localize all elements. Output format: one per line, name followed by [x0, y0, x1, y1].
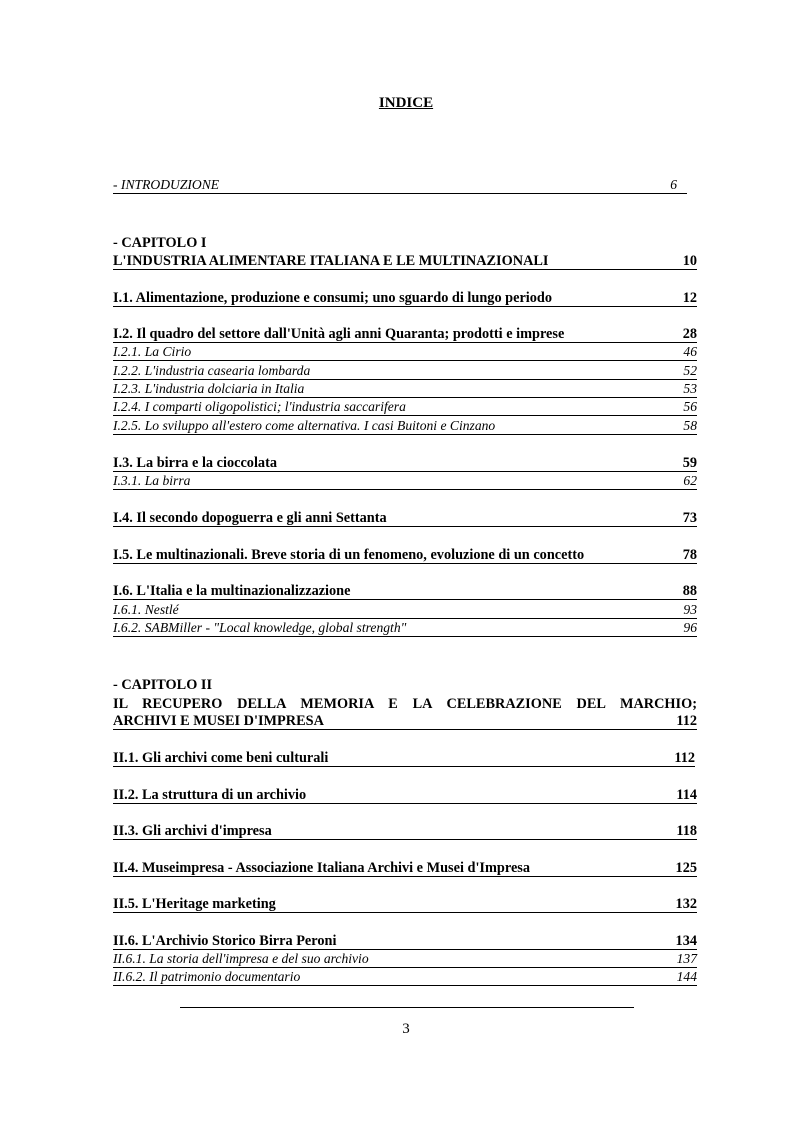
toc-entry-title: I.2.3. L'industria dolciaria in Italia [113, 381, 305, 396]
toc-entry[interactable] [113, 582, 697, 600]
toc-entry-title: I.2. Il quadro del settore dall'Unità agli anni Quaranta; prodotti e imprese [113, 326, 565, 342]
toc-entry[interactable] [113, 950, 697, 968]
toc-entry-page: 46 [683, 344, 697, 359]
toc-entry-page: 78 [682, 547, 697, 563]
page-number: 3 [402, 1021, 410, 1037]
toc-entry[interactable] [113, 380, 697, 398]
toc-entry-page: 53 [683, 381, 697, 396]
chapter-title-text: IL RECUPERO DELLA MEMORIA E LA CELEBRAZIONE DEL MARCHIO; [113, 696, 697, 712]
toc-entry-page: 10 [682, 253, 697, 269]
toc-entry-title: ARCHIVI E MUSEI D'IMPRESA [113, 713, 324, 729]
toc-entry[interactable] [113, 895, 697, 913]
toc-entry[interactable] [113, 546, 697, 564]
toc-entry-page: 58 [683, 418, 697, 433]
toc-entry-page: 93 [683, 602, 697, 617]
toc-entry[interactable] [113, 362, 697, 380]
toc-entry-chapter-2[interactable] [113, 712, 697, 730]
toc-entry-page: 6 [670, 177, 677, 192]
toc-entry-title: II.2. La struttura di un archivio [113, 787, 307, 803]
toc-entry-title: I.2.5. Lo sviluppo all'estero come alternativa. I casi Buitoni e Cinzano [113, 418, 496, 433]
toc-entry-title: II.3. Gli archivi d'impresa [113, 823, 272, 839]
toc-entry-page: 56 [683, 399, 697, 414]
toc-entry-title: I.3. La birra e la cioccolata [113, 455, 277, 471]
toc-entry-introduzione[interactable] [113, 176, 687, 194]
toc-entry[interactable] [113, 509, 697, 527]
toc-entry[interactable] [113, 786, 697, 804]
toc-entry-title: I.5. Le multinazionali. Breve storia di un fenomeno, evoluzione di un concetto [113, 547, 585, 563]
chapter-heading-text: - CAPITOLO I [113, 235, 207, 251]
toc-entry[interactable] [113, 417, 697, 435]
toc-entry[interactable] [113, 749, 695, 767]
toc-entry-title: II.1. Gli archivi come beni culturali [113, 750, 329, 766]
toc-entry-page: 114 [676, 787, 697, 803]
toc-entry-page: 134 [675, 933, 697, 949]
toc-entry-title: I.6.2. SABMiller - "Local knowledge, global strength" [113, 620, 407, 635]
toc-entry[interactable] [113, 859, 697, 877]
toc-entry-page: 125 [675, 860, 697, 876]
toc-entry-title: II.6.1. La storia dell'impresa e del suo archivio [113, 951, 369, 966]
toc-entry[interactable] [113, 601, 697, 619]
toc-entry-page: 132 [675, 896, 697, 912]
toc-entry-title: II.4. Museimpresa - Associazione Italiana Archivi e Musei d'Impresa [113, 860, 530, 876]
toc-entry-page: 118 [676, 823, 697, 839]
toc-entry-page: 52 [683, 363, 697, 378]
toc-entry-title: I.6. L'Italia e la multinazionalizzazione [113, 583, 351, 599]
toc-entry[interactable] [113, 822, 697, 840]
toc-entry-page: 88 [682, 583, 697, 599]
chapter-heading-1 [113, 233, 697, 251]
chapter-heading-text: - CAPITOLO II [113, 677, 213, 693]
toc-entry[interactable] [113, 472, 697, 490]
toc-entry[interactable] [113, 289, 697, 307]
footer-divider [180, 1007, 634, 1008]
toc-entry-title: II.6.2. Il patrimonio documentario [113, 969, 301, 984]
toc-entry[interactable] [113, 968, 697, 986]
toc-entry-page: 73 [682, 510, 697, 526]
toc-entry-title: I.6.1. Nestlé [113, 602, 179, 617]
toc-entry-title: I.2.2. L'industria casearia lombarda [113, 363, 311, 378]
toc-entry[interactable] [113, 325, 697, 343]
toc-entry-page: 137 [676, 951, 697, 966]
toc-entry[interactable] [113, 454, 697, 472]
chapter-title-line [113, 694, 697, 712]
chapter-heading-2 [113, 675, 697, 693]
toc-entry-title: I.3.1. La birra [113, 473, 191, 488]
toc-entry[interactable] [113, 619, 697, 637]
toc-entry-page: 96 [683, 620, 697, 635]
toc-entry-title: II.5. L'Heritage marketing [113, 896, 276, 912]
toc-entry-title: I.4. Il secondo dopoguerra e gli anni Settanta [113, 510, 387, 526]
toc-entry-page: 144 [676, 969, 697, 984]
toc-entry-page: 59 [682, 455, 697, 471]
toc-entry-page: 12 [682, 290, 697, 306]
toc-entry-title: I.1. Alimentazione, produzione e consumi; uno sguardo di lungo periodo [113, 290, 553, 306]
toc-entry-title: II.6. L'Archivio Storico Birra Peroni [113, 933, 337, 949]
toc-entry-title: I.2.1. La Cirio [113, 344, 192, 359]
toc-entry[interactable] [113, 343, 697, 361]
page-title: INDICE [378, 95, 434, 111]
toc-entry-page: 28 [682, 326, 697, 342]
toc-entry[interactable] [113, 398, 697, 416]
toc-entry-page: 62 [683, 473, 697, 488]
toc-entry-page: 112 [676, 713, 697, 729]
toc-entry-chapter-1[interactable] [113, 252, 697, 270]
toc-entry-title: I.2.4. I comparti oligopolistici; l'industria saccarifera [113, 399, 406, 414]
toc-entry-title: - INTRODUZIONE [113, 177, 220, 192]
toc-entry-title: L'INDUSTRIA ALIMENTARE ITALIANA E LE MULTINAZIONALI [113, 253, 549, 269]
toc-entry[interactable] [113, 932, 697, 950]
toc-entry-page: 112 [674, 750, 695, 766]
